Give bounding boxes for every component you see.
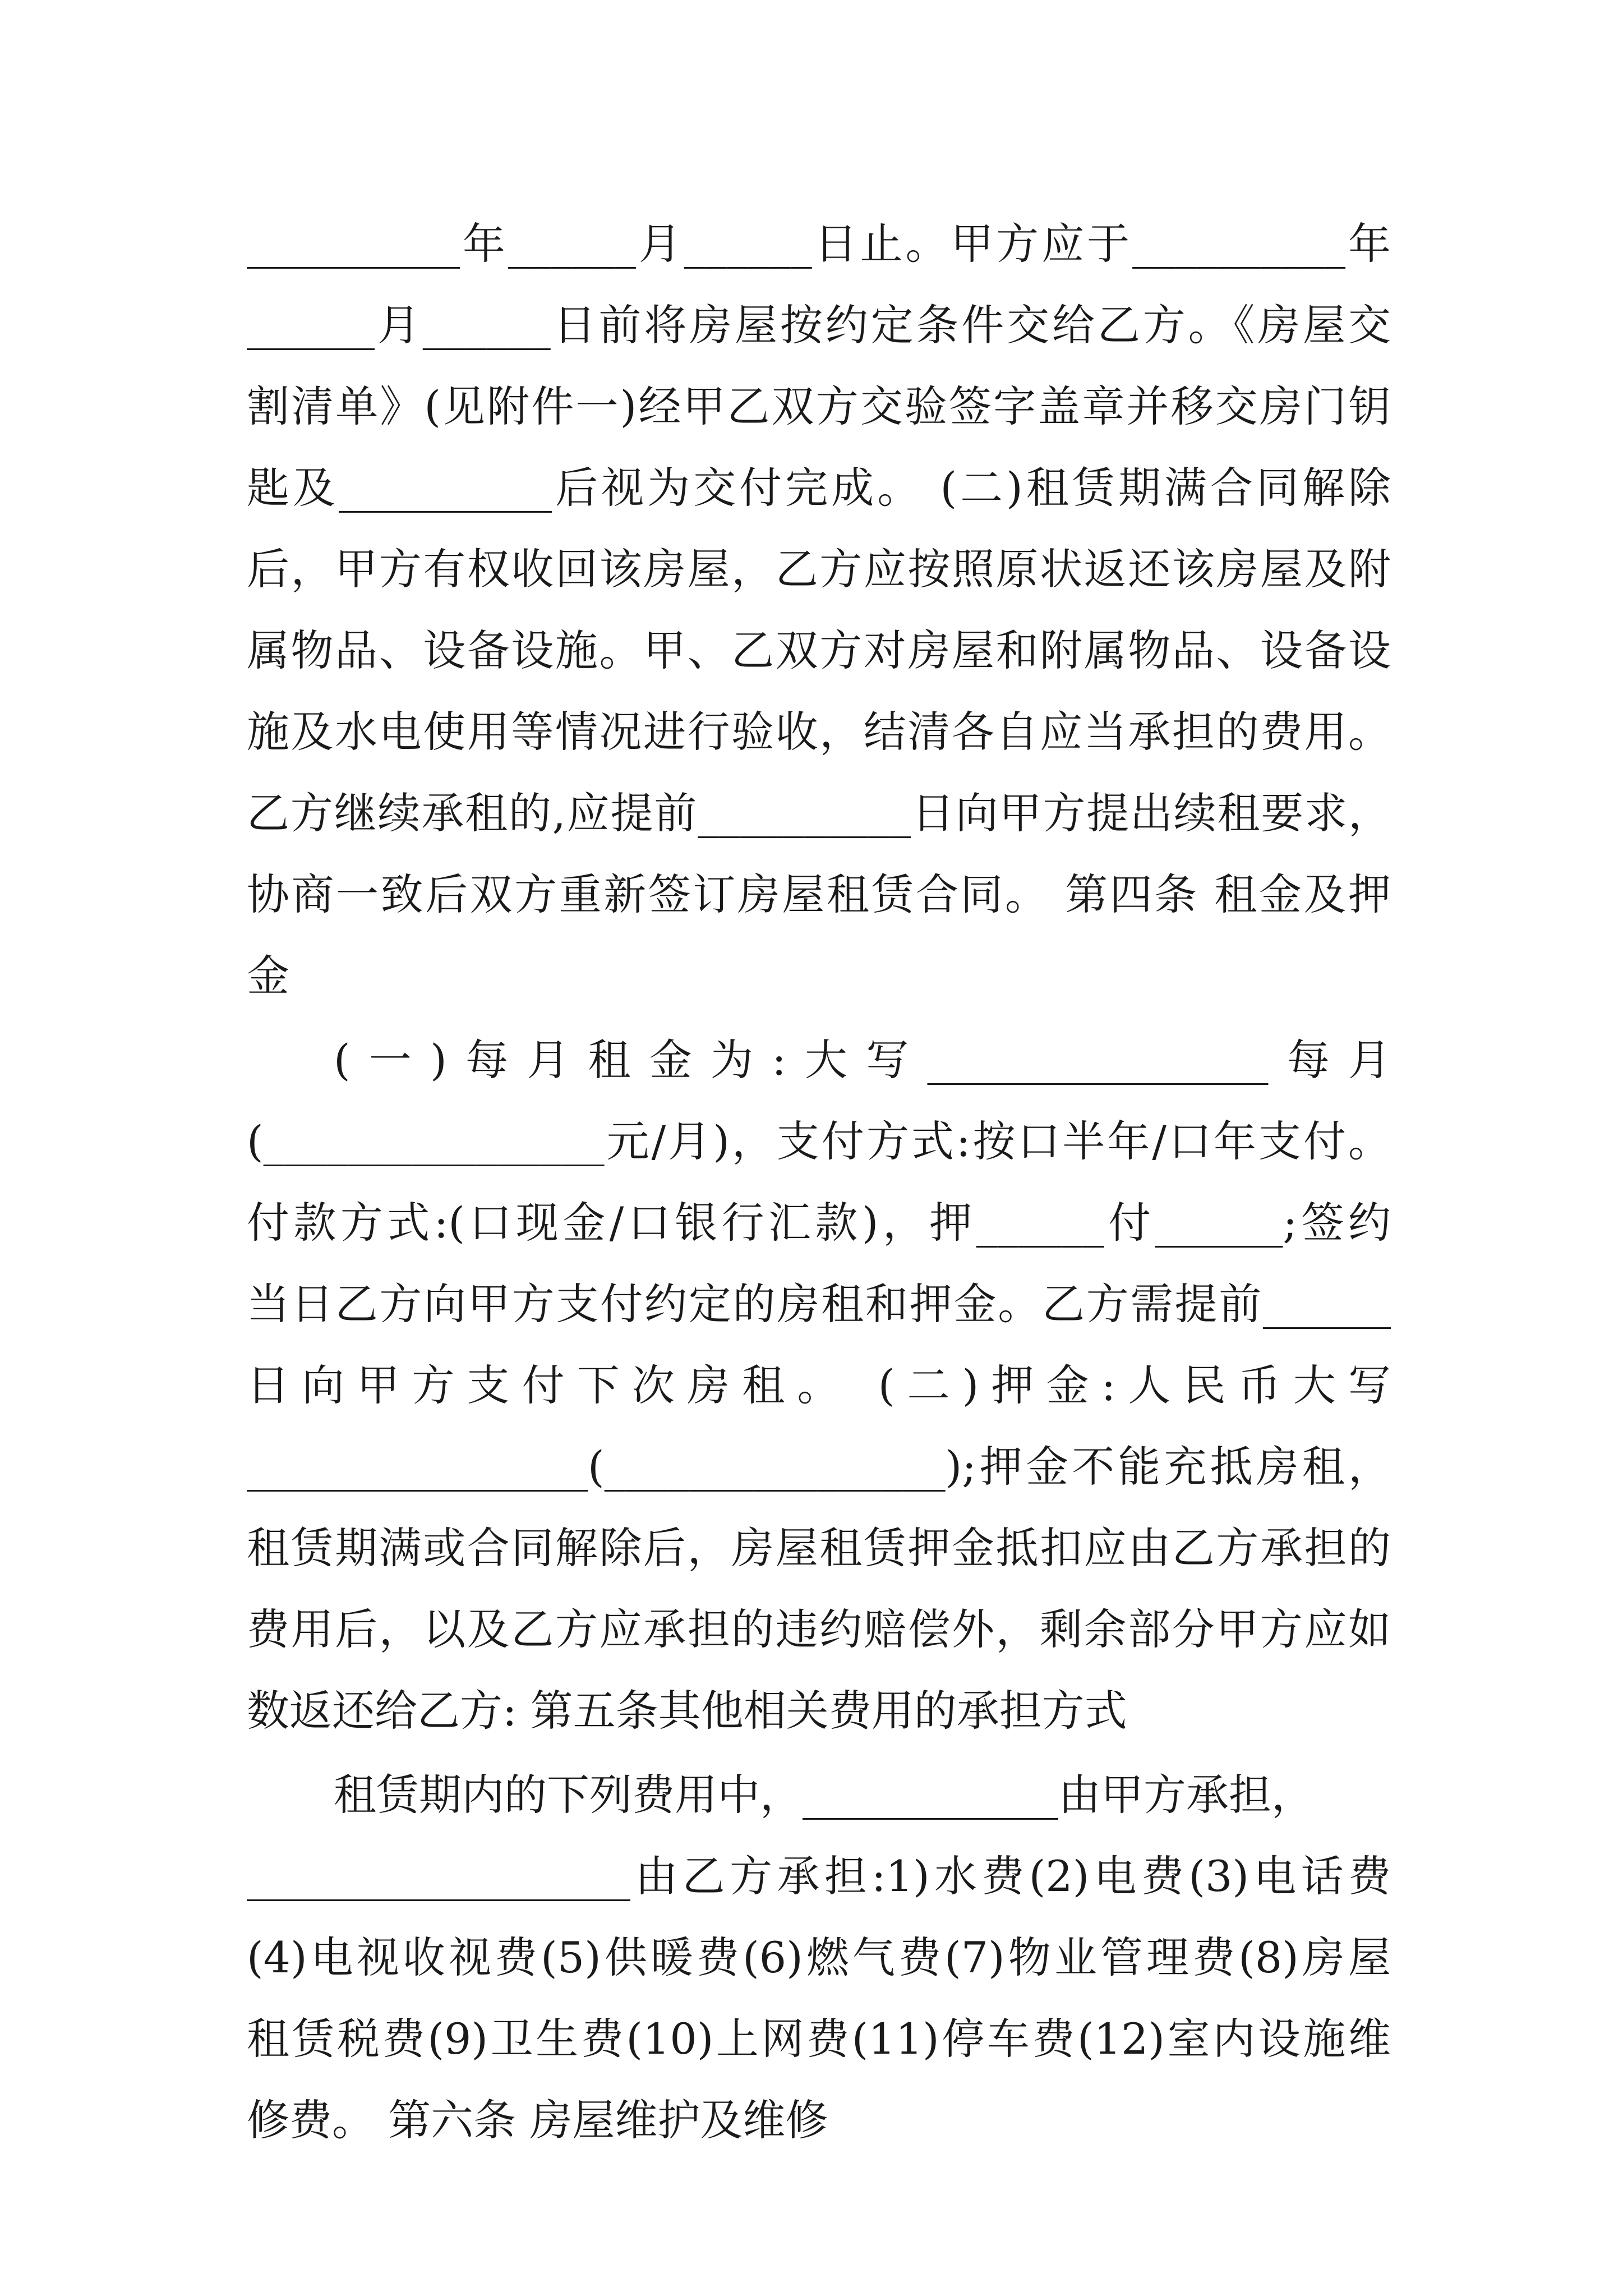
text-line: 匙及__________后视为交付完成。 (二)租赁期满合同解除: [247, 463, 1391, 513]
text-line: 金: [247, 951, 289, 1001]
text-line: 割清单》(见附件一)经甲乙双方交验签字盖章并移交房门钥: [247, 381, 1391, 431]
text-line: 协商一致后双方重新签订房屋租赁合同。 第四条 租金及押: [247, 869, 1391, 919]
text-line: __________年______月______日止。甲方应于__________年: [247, 219, 1391, 269]
text-line: 租赁税费(9)卫生费(10)上网费(11)停车费(12)室内设施维: [247, 2014, 1391, 2064]
text-line: 修费。 第六条 房屋维护及维修: [247, 2095, 828, 2145]
text-line: (一)每月租金为:大写________________每月: [334, 1035, 1391, 1085]
text-line: 付款方式:(口现金/口银行汇款)，押______付______;签约: [247, 1198, 1391, 1248]
text-line: ______月______日前将房屋按约定条件交给乙方。《房屋交: [247, 300, 1391, 350]
text-line: (4)电视收视费(5)供暖费(6)燃气费(7)物业管理费(8)房屋: [247, 1932, 1391, 1982]
text-line: (________________元/月)，支付方式:按口半年/口年支付。: [247, 1116, 1391, 1166]
text-line: 租赁期内的下列费用中，____________由甲方承担，: [334, 1770, 1314, 1820]
text-line: 乙方继续承租的,应提前__________日向甲方提出续租要求，: [247, 788, 1391, 838]
text-line: 数返还给乙方: 第五条其他相关费用的承担方式: [247, 1686, 1127, 1736]
text-line: 日向甲方支付下次房租。 (二)押金:人民币大写: [247, 1360, 1391, 1410]
text-line: 施及水电使用等情况进行验收，结清各自应当承担的费用。: [247, 707, 1391, 757]
text-line: 后，甲方有权收回该房屋，乙方应按照原状返还该房屋及附: [247, 544, 1391, 594]
text-line: 当日乙方向甲方支付约定的房租和押金。乙方需提前______: [247, 1279, 1391, 1329]
text-line: 租赁期满或合同解除后，房屋租赁押金抵扣应由乙方承担的: [247, 1523, 1391, 1573]
text-line: 费用后，以及乙方应承担的违约赔偿外，剩余部分甲方应如: [247, 1604, 1391, 1654]
text-line: ________________(________________);押金不能充抵房租，: [247, 1442, 1391, 1492]
text-line: __________________由乙方承担:1)水费(2)电费(3)电话费: [247, 1851, 1391, 1901]
text-line: 属物品、设备设施。甲、乙双方对房屋和附属物品、设备设: [247, 625, 1391, 675]
